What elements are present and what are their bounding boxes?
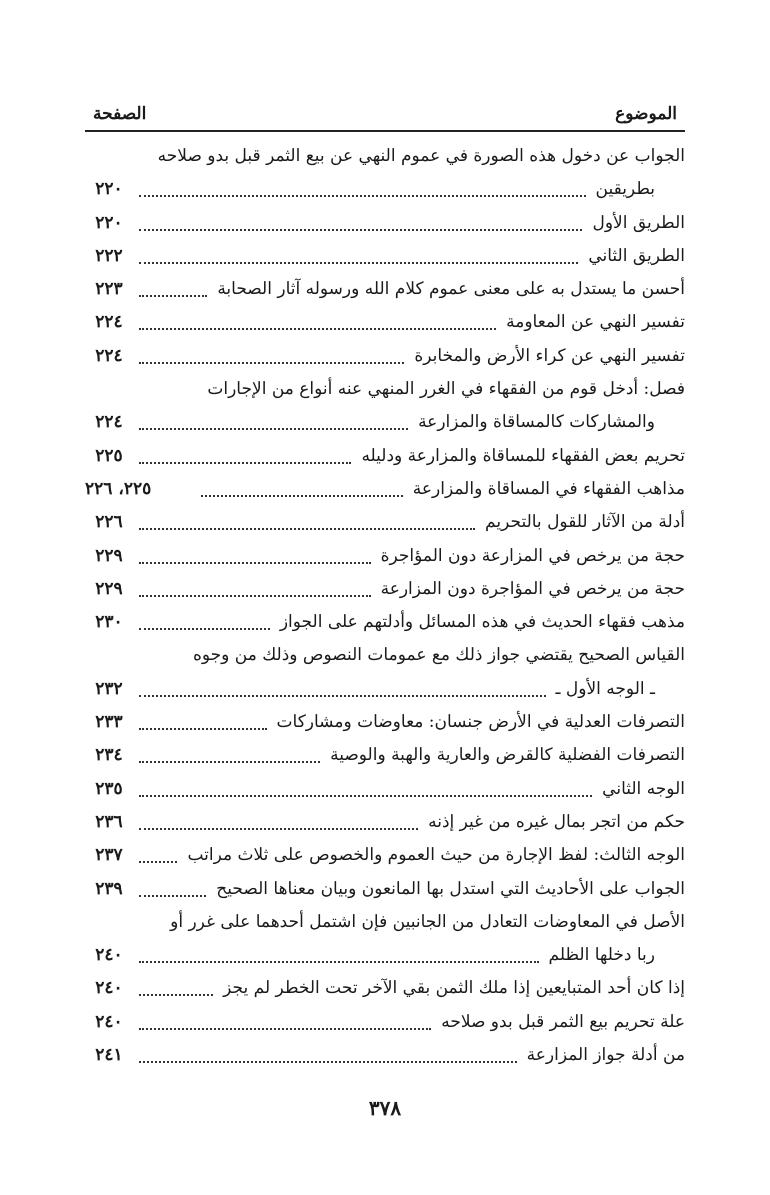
toc-entry-page: ٢٢٣ <box>95 279 123 300</box>
toc-row <box>85 606 685 639</box>
toc-entry-title: الأصل في المعاوضات التعادل من الجانبين فإن اشتمل أحدهما على غرر أو <box>170 911 685 932</box>
dot-leader <box>139 328 496 330</box>
toc-row <box>85 240 685 273</box>
toc-row <box>85 806 685 839</box>
toc-row <box>85 273 685 306</box>
toc-entry-title: الجواب على الأحاديث التي استدل بها المانعون وبيان معناها الصحيح <box>216 878 685 899</box>
dot-leader <box>139 562 371 564</box>
dot-leader <box>139 994 213 996</box>
toc-entry-page: ٢٤٠ <box>95 978 123 999</box>
dot-leader <box>139 1028 431 1030</box>
toc-entry-title: حكم من اتجر بمال غيره من غير إذنه <box>428 811 685 832</box>
dot-leader <box>139 728 267 730</box>
toc-entry-title: الطريق الثاني <box>588 245 685 266</box>
toc-entry-page: ٢٢٤ <box>95 412 123 433</box>
toc-entry-title: بطريقين <box>595 179 655 200</box>
toc-row <box>85 573 685 606</box>
toc-entry-page: ٢٢٦ <box>95 512 123 533</box>
dot-leader <box>201 495 403 497</box>
toc-entry-page: ٢٢٩ <box>95 545 123 566</box>
page-column-heading: الصفحة <box>93 104 147 124</box>
toc-row <box>85 473 685 506</box>
toc-entry-title: أدلة من الآثار للقول بالتحريم <box>485 512 685 533</box>
toc-row <box>85 506 685 539</box>
toc-entry-title: فصل: أدخل قوم من الفقهاء في الغرر المنهي عنه أنواع من الإجارات <box>207 379 685 400</box>
dot-leader <box>139 295 207 297</box>
toc-entry-title: علة تحريم بيع الثمر قبل بدو صلاحه <box>441 1011 685 1032</box>
toc-entry-page: ٢٣٣ <box>95 712 123 733</box>
toc-entry-title: الطريق الأول <box>592 212 685 233</box>
dot-leader <box>139 229 582 231</box>
toc-entry-title: القياس الصحيح يقتضي جواز ذلك مع عمومات النصوص وذلك من وجوه <box>192 645 685 666</box>
dot-leader <box>139 961 539 963</box>
dot-leader <box>139 828 418 830</box>
toc-entry-title: مذاهب الفقهاء في المساقاة والمزارعة <box>412 478 685 499</box>
dot-leader <box>139 761 320 763</box>
toc-row <box>85 639 685 672</box>
toc-entry-page: ٢٢٤ <box>95 312 123 333</box>
toc-row <box>85 706 685 739</box>
toc-entry-page: ٢٢٤ <box>95 345 123 366</box>
toc-entry-page: ٢٢٥، ٢٢٦ <box>85 478 152 499</box>
dot-leader <box>139 861 177 863</box>
table-of-contents <box>85 140 685 1072</box>
toc-entry-title: إذا كان أحد المتبايعين إذا ملك الثمن بقي الآخر تحت الخطر لم يجز <box>223 978 685 999</box>
toc-row <box>85 673 685 706</box>
toc-row <box>85 173 685 206</box>
toc-entry-title: أحسن ما يستدل به على معنى عموم كلام الله ورسوله آثار الصحابة <box>217 279 685 300</box>
toc-entry-title: مذهب فقهاء الحديث في هذه المسائل وأدلتهم على الجواز <box>279 612 685 633</box>
page-number: ٣٧٨ <box>368 1096 402 1120</box>
toc-entry-title: حجة من يرخص في المزارعة دون المؤاجرة <box>380 545 685 566</box>
toc-entry-title: الوجه الثالث: لفظ الإجارة من حيث العموم والخصوص على ثلاث مراتب <box>187 845 685 866</box>
dot-leader <box>139 1061 517 1063</box>
toc-entry-page: ٢٤٠ <box>95 945 123 966</box>
dot-leader <box>139 462 351 464</box>
toc-row <box>85 739 685 772</box>
dot-leader <box>139 628 270 630</box>
toc-entry-title: تفسير النهي عن المعاومة <box>506 312 685 333</box>
table-header <box>85 96 685 132</box>
toc-entry-page: ٢٣٢ <box>95 678 123 699</box>
toc-entry-title: حجة من يرخص في المؤاجرة دون المزارعة <box>380 578 685 599</box>
toc-entry-page: ٢٣٩ <box>95 878 123 899</box>
toc-row <box>85 540 685 573</box>
toc-entry-title: التصرفات الفضلية كالقرض والعارية والهبة والوصية <box>330 745 685 766</box>
dot-leader <box>139 528 475 530</box>
toc-entry-page: ٢٣٠ <box>95 612 123 633</box>
toc-row <box>85 839 685 872</box>
toc-row <box>85 440 685 473</box>
toc-entry-page: ٢٢٥ <box>95 445 123 466</box>
toc-entry-page: ٢٢٩ <box>95 578 123 599</box>
toc-entry-page: ٢٤١ <box>95 1045 123 1066</box>
toc-entry-title: ـ الوجه الأول ـ <box>555 678 655 699</box>
dot-leader <box>139 262 578 264</box>
toc-entry-page: ٢٣٧ <box>95 845 123 866</box>
toc-entry-page: ٢٣٦ <box>95 811 123 832</box>
toc-entry-page: ٢٤٠ <box>95 1011 123 1032</box>
toc-entry-title: من أدلة جواز المزارعة <box>526 1045 685 1066</box>
toc-entry-page: ٢٢٠ <box>95 179 123 200</box>
toc-entry-title: التصرفات العدلية في الأرض جنسان: معاوضات ومشاركات <box>276 712 685 733</box>
toc-entry-title: والمشاركات كالمساقاة والمزارعة <box>418 412 655 433</box>
topic-column-heading: الموضوع <box>615 104 677 124</box>
toc-row <box>85 406 685 439</box>
toc-row <box>85 140 685 173</box>
toc-row <box>85 873 685 906</box>
toc-entry-title: الوجه الثاني <box>602 778 685 799</box>
dot-leader <box>139 895 206 897</box>
toc-row <box>85 939 685 972</box>
toc-entry-page: ٢٣٥ <box>95 778 123 799</box>
toc-row <box>85 906 685 939</box>
toc-row <box>85 1039 685 1072</box>
dot-leader <box>139 362 404 364</box>
toc-entry-title: تحريم بعض الفقهاء للمساقاة والمزارعة ودليله <box>361 445 685 466</box>
toc-entry-title: تفسير النهي عن كراء الأرض والمخابرة <box>414 345 685 366</box>
dot-leader <box>139 428 408 430</box>
toc-row <box>85 373 685 406</box>
toc-row <box>85 207 685 240</box>
toc-entry-page: ٢٢٢ <box>95 245 123 266</box>
toc-entry-title: ربا دخلها الظلم <box>548 945 655 966</box>
toc-row <box>85 972 685 1005</box>
toc-entry-page: ٢٢٠ <box>95 212 123 233</box>
dot-leader <box>139 695 546 697</box>
toc-entry-title: الجواب عن دخول هذه الصورة في عموم النهي عن بيع الثمر قبل بدو صلاحه <box>157 146 685 166</box>
dot-leader <box>139 795 592 797</box>
toc-row <box>85 340 685 373</box>
toc-row <box>85 773 685 806</box>
toc-entry-page: ٢٣٤ <box>95 745 123 766</box>
dot-leader <box>139 595 371 597</box>
toc-row <box>85 306 685 339</box>
dot-leader <box>139 195 586 197</box>
toc-row <box>85 1006 685 1039</box>
